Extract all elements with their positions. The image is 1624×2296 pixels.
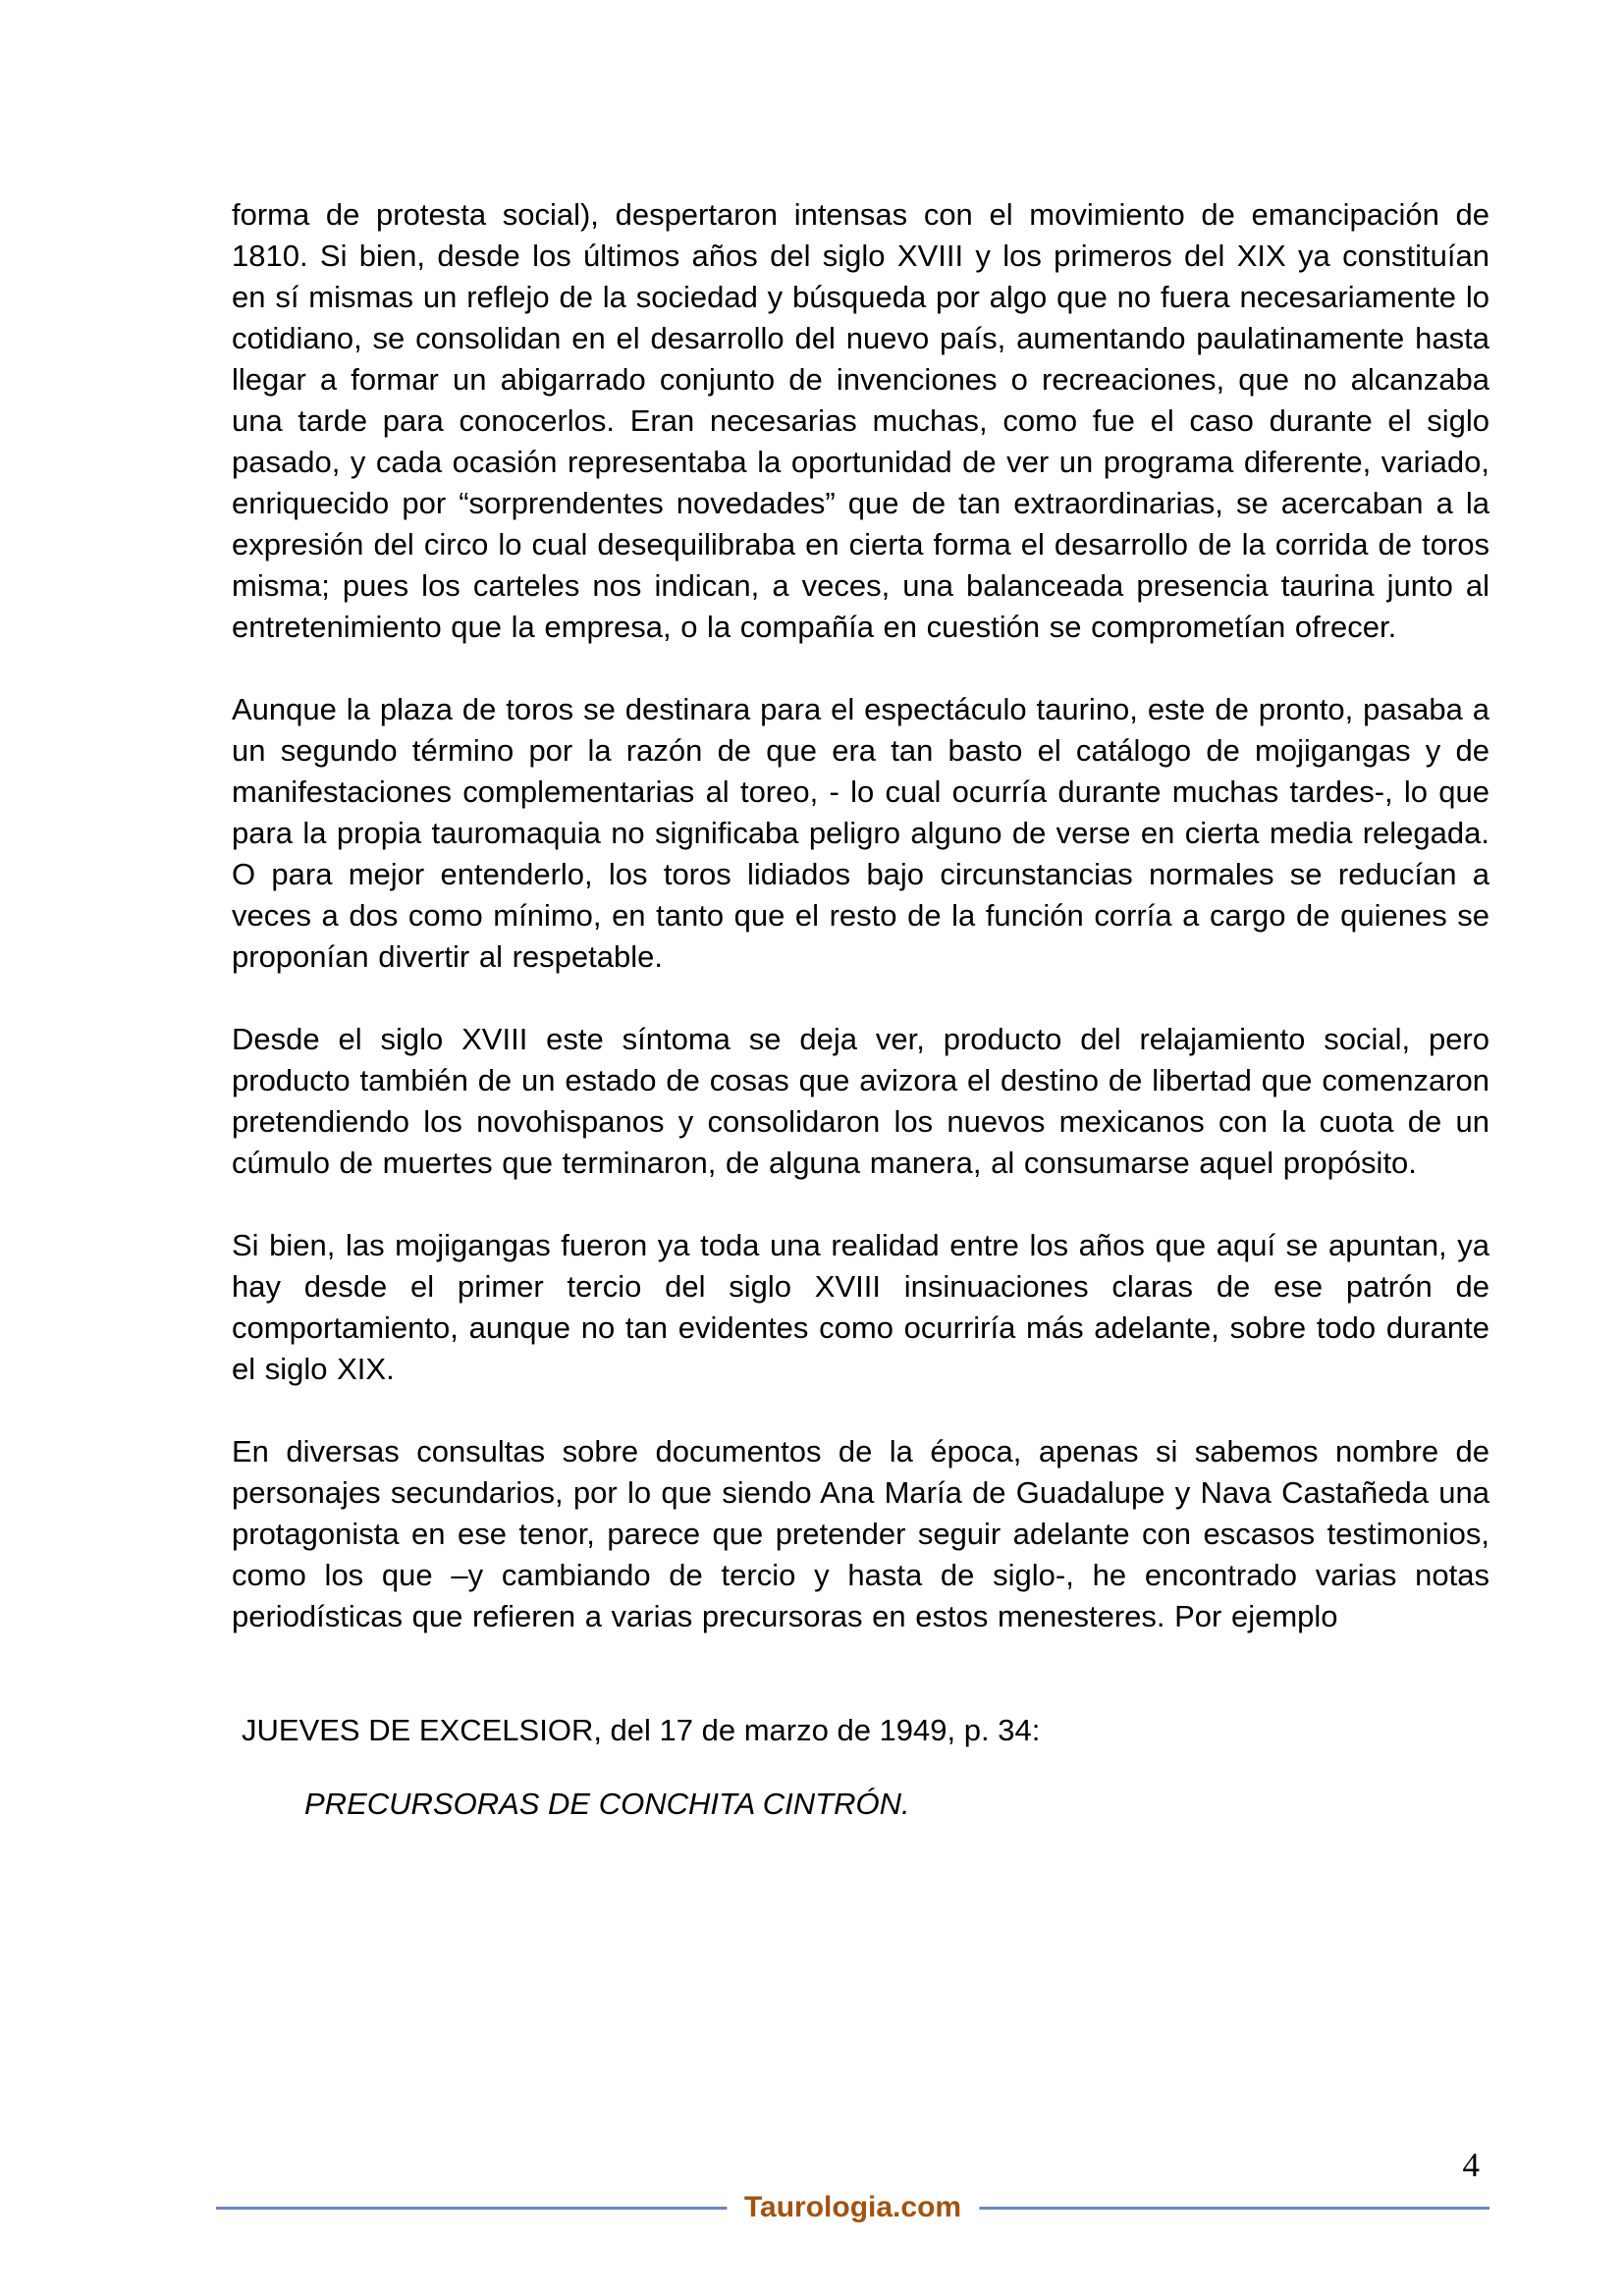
page-number: 4 (1462, 2146, 1480, 2184)
body-paragraph: En diversas consultas sobre documentos de la época, apenas si sabemos nombre de personajes secundarios, por lo que siendo Ana María de Guadalupe y Nava Castañeda una protagonista en ese tenor, parece que pretender seguir adelante con escasos testimonios, como los que –y cambiando de tercio y hasta de siglo-, he encontrado varias notas periodísticas que refieren a varias precursoras en estos menesteres. Por ejemplo (232, 1434, 1489, 1633)
citation-reference: JUEVES DE EXCELSIOR, del 17 de marzo de 1949, p. 34: (242, 1713, 1041, 1747)
body-paragraph: Aunque la plaza de toros se destinara para el espectáculo taurino, este de pronto, pasaba a un segundo término por la razón de que era tan basto el catálogo de mojigangas y de manifestaciones complementarias al toreo, - lo cual ocurría durante muchas tardes-, lo que para la propia tauromaquia no significaba peligro alguno de verse en cierta media relegada. O para mejor entenderlo, los toros lidiados bajo circunstancias normales se reducían a veces a dos como mínimo, en tanto que el resto de la función corría a cargo de quienes se proponían divertir al respetable. (232, 692, 1489, 974)
body-paragraph: Desde el siglo XVIII este síntoma se deja ver, producto del relajamiento social, pero producto también de un estado de cosas que avizora el destino de libertad que comenzaron pretendiendo los novohispanos y consolidaron los nuevos mexicanos con la cuota de un cúmulo de muertes que terminaron, de alguna manera, al consumarse aquel propósito. (232, 1022, 1489, 1180)
body-paragraph: forma de protesta social), despertaron intensas con el movimiento de emancipación de 1810. Si bien, desde los últimos años del siglo XVIII y los primeros del XIX ya constituían en sí mismas un reflejo de la sociedad y búsqueda por algo que no fuera necesariamente lo cotidiano, se consolidan en el desarrollo del nuevo país, aumentando paulatinamente hasta llegar a formar un abigarrado conjunto de invenciones o recreaciones, que no alcanzaba una tarde para conocerlos. Eran necesarias muchas, como fue el caso durante el siglo pasado, y cada ocasión representaba la oportunidad de ver un programa diferente, variado, enriquecido por “sorprendentes novedades” que de tan extraordinarias, se acercaban a la expresión del circo lo cual desequilibraba en cierta forma el desarrollo de la corrida de toros misma; pues los carteles nos indican, a veces, una balanceada presencia taurina junto al entretenimiento que la empresa, o la compañía en cuestión se comprometían ofrecer. (232, 197, 1489, 644)
page-footer (216, 2189, 1489, 2230)
footer-brand: Taurologia.com (727, 2191, 979, 2224)
page-body (232, 194, 1489, 1825)
citation-title: PRECURSORAS DE CONCHITA CINTRÓN. (304, 1787, 910, 1821)
body-paragraph: Si bien, las mojigangas fueron ya toda una realidad entre los años que aquí se apuntan, ya hay desde el primer tercio del siglo XVIII insinuaciones claras de ese patrón de comportamiento, aunque no tan evidentes como ocurriría más adelante, sobre todo durante el siglo XIX. (232, 1228, 1489, 1386)
